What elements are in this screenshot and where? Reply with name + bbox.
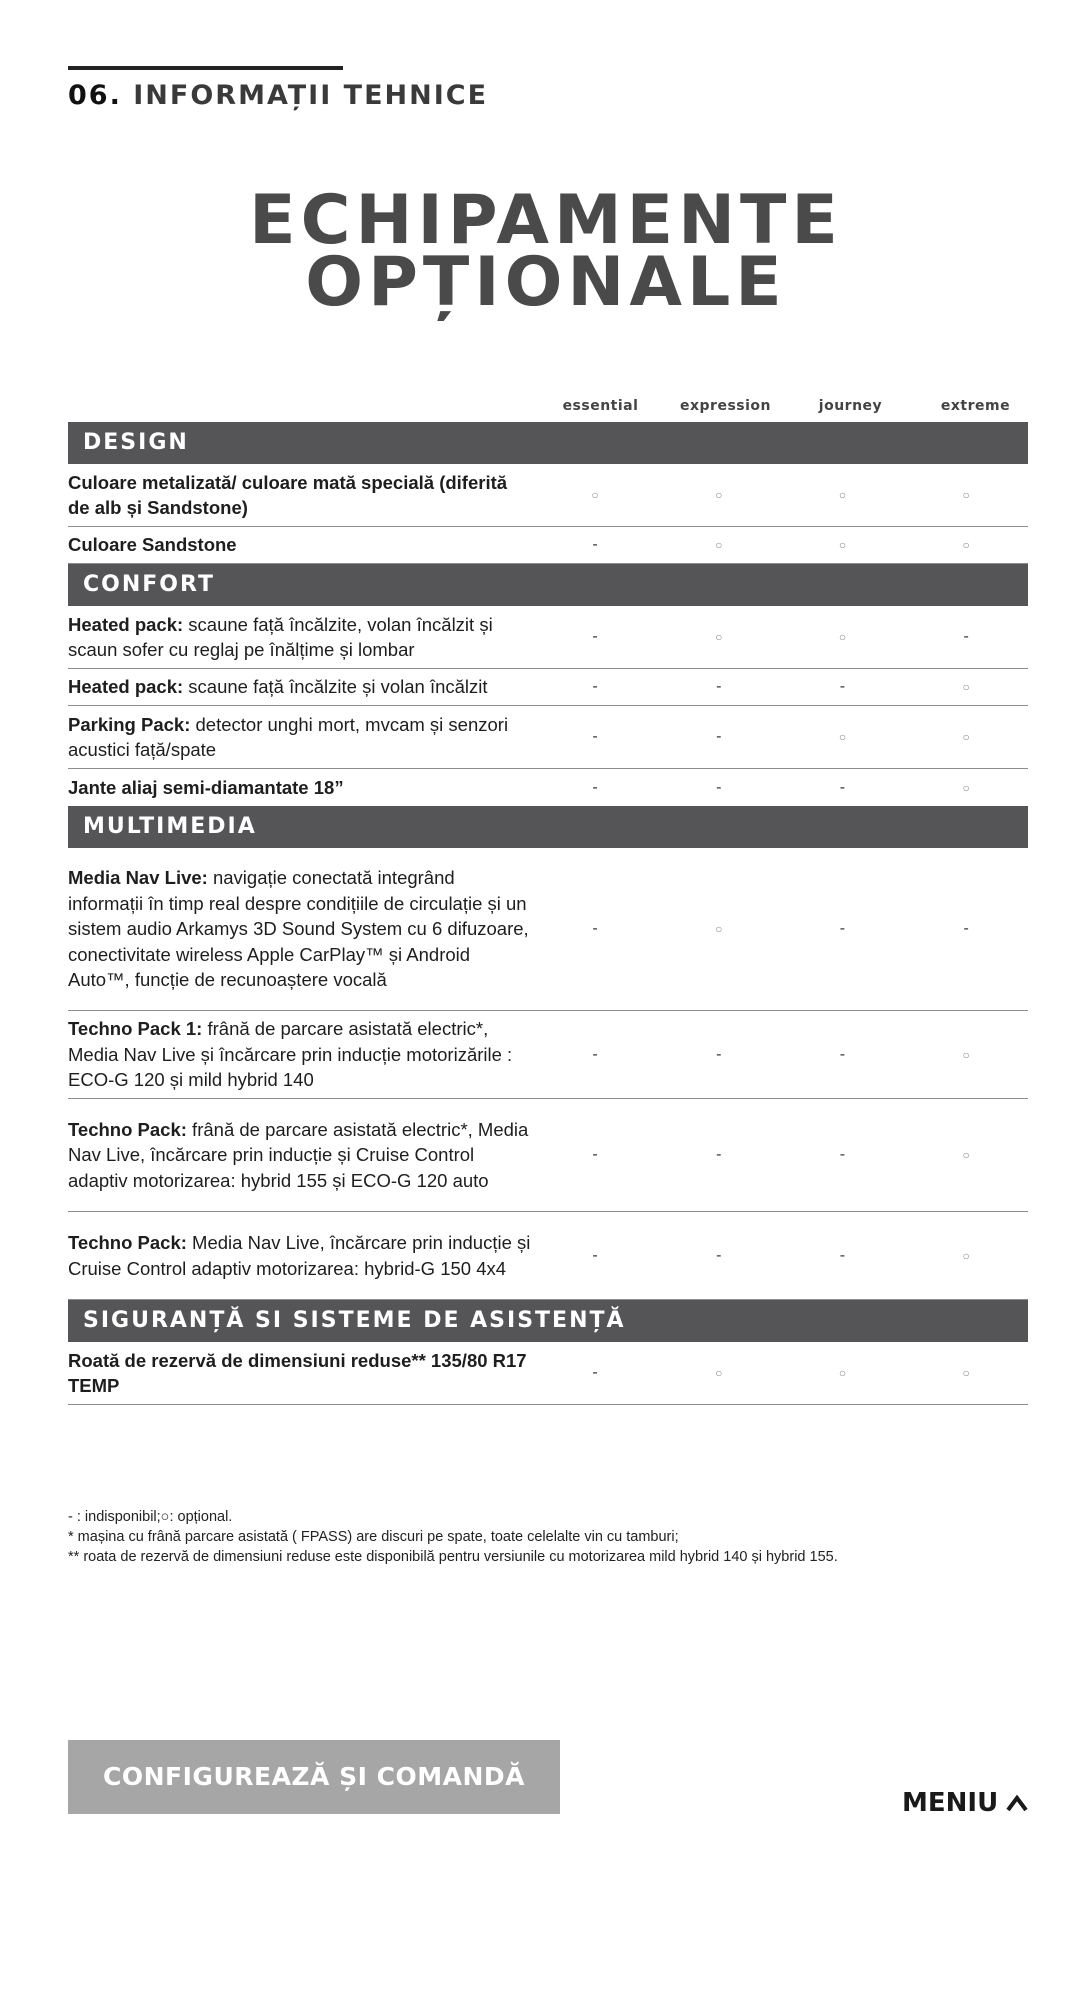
availability-cell: - — [839, 678, 846, 695]
table-row — [68, 1011, 1028, 1099]
availability-cell: - — [839, 1246, 846, 1264]
feature-name-bold: Techno Pack: — [68, 1118, 187, 1140]
feature-description: frână de parcare asistată electric*, Media Nav Live, încărcare prin inducție și Cruise Control adaptiv motorizarea: hybrid 155 și ECO-G 120 auto — [68, 1118, 529, 1191]
legend-line: * mașina cu frână parcare asistată ( FPASS) are discuri pe spate, toate celelalte vin cu tamburi; — [68, 1529, 679, 1545]
table-row — [68, 527, 1028, 564]
availability-cell: - — [592, 1146, 598, 1163]
table-row — [68, 669, 1028, 706]
feature-name — [68, 1347, 533, 1400]
availability-cell: ○ — [962, 1047, 970, 1062]
feature-description: frână de parcare asistată electric*, Media Nav Live și încărcare prin inducție motorizările : ECO-G 120 și mild hybrid 140 — [68, 1018, 513, 1091]
feature-name-bold: Heated pack: — [68, 613, 184, 635]
availability-cell: - — [592, 920, 598, 937]
column-header: expression — [680, 398, 771, 414]
column-headers — [68, 386, 1028, 422]
table-row — [68, 606, 1028, 669]
legend-line: ** roata de rezervă de dimensiuni reduse este disponibilă pentru versiunile cu motorizarea mild hybrid 140 și hybrid 155. — [68, 1549, 838, 1565]
availability-cell: ○ — [962, 488, 970, 502]
availability-cell: - — [839, 920, 846, 937]
availability-cell: - — [592, 1364, 598, 1381]
availability-cell: - — [839, 1045, 846, 1063]
feature-name — [68, 673, 533, 701]
availability-cell: - — [716, 1246, 722, 1264]
feature-name-bold: Techno Pack: — [68, 1232, 187, 1253]
header-rule — [68, 66, 343, 70]
availability-cell: ○ — [838, 488, 847, 502]
table-row — [68, 1212, 1028, 1300]
page-title — [0, 181, 1092, 322]
feature-name — [68, 864, 533, 994]
availability-cell: - — [592, 536, 598, 553]
availability-cell: - — [716, 1146, 722, 1163]
feature-name-bold: Culoare Sandstone — [68, 534, 237, 556]
column-header: journey — [818, 398, 883, 414]
column-header: essential — [562, 398, 639, 414]
category-header: CONFORT — [68, 564, 1028, 606]
availability-cell: ○ — [962, 680, 970, 694]
availability-cell: ○ — [838, 538, 847, 552]
section-number: 06. — [68, 80, 122, 111]
availability-cell: ○ — [962, 780, 970, 795]
feature-description: scaune față încălzite, volan încălzit și scaun sofer cu reglaj pe înălțime și lombar — [68, 613, 493, 660]
availability-cell: - — [592, 678, 598, 695]
availability-cell: - — [963, 920, 969, 937]
availability-cell: - — [592, 728, 598, 745]
availability-cell: ○ — [715, 630, 723, 644]
feature-name — [68, 611, 533, 664]
feature-name — [68, 469, 533, 522]
legend-line: - : indisponibil;○: opțional. — [68, 1509, 233, 1525]
page-title-line2: OPȚIONALE — [305, 243, 787, 322]
category-header: SIGURANȚĂ SI SISTEME DE ASISTENȚĂ — [68, 1300, 1028, 1342]
options-table — [68, 386, 1028, 1405]
feature-name-bold: Heated pack: — [68, 676, 184, 698]
table-row — [68, 769, 1028, 806]
availability-cell: ○ — [962, 730, 970, 744]
feature-name — [68, 1015, 533, 1094]
availability-cell: ○ — [715, 1366, 723, 1380]
legend — [68, 1507, 838, 1567]
category-header: MULTIMEDIA — [68, 806, 1028, 848]
table-row — [68, 1342, 1028, 1405]
feature-name-bold: Roată de rezervă de dimensiuni reduse** 135/80 R17 TEMP — [68, 1349, 527, 1396]
availability-cell: - — [716, 678, 722, 695]
availability-cell: ○ — [838, 730, 847, 744]
feature-description: scaune față încălzite și volan încălzit — [183, 676, 488, 698]
availability-cell: ○ — [715, 922, 723, 936]
feature-name — [68, 531, 533, 559]
table-row — [68, 848, 1028, 1011]
availability-cell: - — [592, 1246, 598, 1264]
availability-cell: ○ — [962, 1148, 970, 1162]
availability-cell: - — [592, 778, 598, 796]
page-title-line1: ECHIPAMENTE — [249, 181, 843, 260]
table-row — [68, 706, 1028, 769]
configure-order-button[interactable]: CONFIGUREAZĂ ȘI COMANDĂ — [68, 1740, 560, 1814]
availability-cell: - — [716, 728, 722, 745]
section-heading — [68, 80, 488, 111]
feature-description: detector unghi mort, mvcam și senzori acustici față/spate — [68, 713, 509, 760]
availability-cell: ○ — [838, 630, 847, 644]
feature-name — [68, 1229, 533, 1282]
feature-description: Media Nav Live, încărcare prin inducție și Cruise Control adaptiv motorizarea: hybrid-G 150 4x4 — [68, 1232, 531, 1279]
feature-name-bold: Culoare metalizată/ culoare mată specială (diferită de alb și Sandstone) — [68, 471, 508, 518]
column-header: extreme — [940, 398, 1011, 414]
availability-cell: - — [716, 778, 722, 796]
availability-cell: - — [839, 778, 846, 796]
availability-cell: - — [592, 628, 598, 645]
feature-name — [68, 711, 533, 764]
feature-name — [68, 1116, 533, 1195]
table-body — [68, 422, 1028, 1405]
availability-cell: ○ — [962, 1366, 970, 1380]
feature-name-bold: Parking Pack: — [68, 713, 191, 735]
availability-cell: ○ — [591, 488, 599, 502]
feature-name — [68, 774, 533, 802]
availability-cell: ○ — [715, 488, 723, 502]
availability-cell: - — [592, 1045, 598, 1063]
feature-name-bold: Techno Pack 1: — [68, 1018, 203, 1040]
availability-cell: - — [839, 1146, 846, 1163]
availability-cell: ○ — [962, 538, 970, 552]
availability-cell: - — [963, 628, 969, 645]
table-row — [68, 464, 1028, 527]
table-row — [68, 1099, 1028, 1212]
feature-name-bold: Media Nav Live: — [68, 867, 208, 889]
menu-label: MENIU — [902, 1788, 999, 1818]
availability-cell: ○ — [962, 1248, 970, 1263]
menu-button[interactable] — [902, 1788, 1028, 1818]
feature-name-bold: Jante aliaj semi-diamantate 18” — [68, 776, 344, 798]
category-header: DESIGN — [68, 422, 1028, 464]
availability-cell: ○ — [838, 1366, 847, 1380]
chevron-up-icon — [1006, 1794, 1028, 1812]
section-title: INFORMAȚII TEHNICE — [133, 80, 489, 111]
feature-description: navigație conectată integrând informații în timp real despre condițiile de circulație și un sistem audio Arkamys 3D Sound System cu 6 difuzoare, conectivitate wireless Apple CarPlay™ și Android Auto™, funcție de recunoaștere vocală — [68, 867, 529, 991]
availability-cell: ○ — [715, 538, 723, 552]
availability-cell: - — [716, 1045, 722, 1063]
